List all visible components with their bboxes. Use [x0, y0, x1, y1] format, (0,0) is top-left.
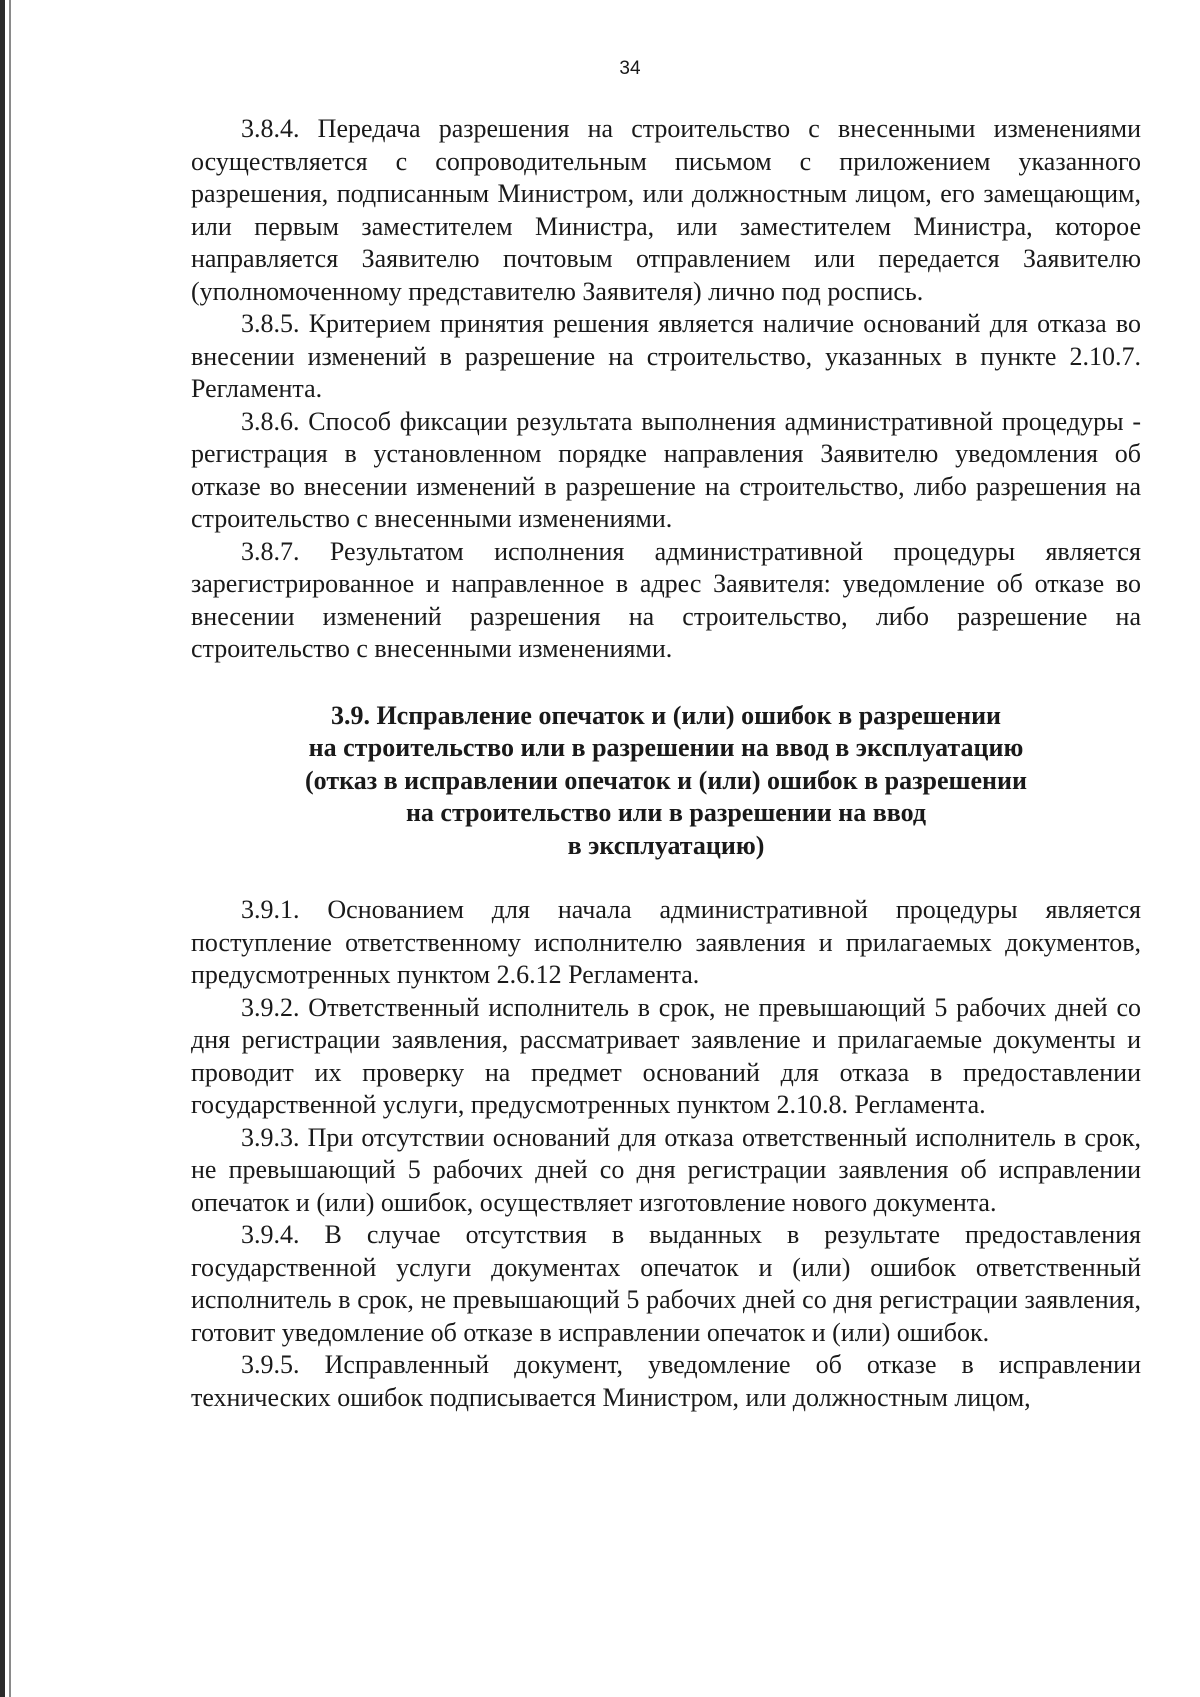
heading-line: на строительство или в разрешении на ввод в эксплуатацию: [308, 733, 1024, 762]
section-3-9-heading: [191, 700, 1141, 863]
heading-line: 3.9. Исправление опечаток и (или) ошибок в разрешении: [330, 700, 1002, 730]
paragraph-3-9-3: 3.9.3. При отсутствии оснований для отказа ответственный исполнитель в срок, не превышающий 5 рабочих дней со дня регистрации заявления об исправлении опечаток и (или) ошибок, осуществляет изготовление нового документа.: [191, 1122, 1141, 1217]
paragraph-3-8-6: 3.8.6. Способ фиксации результата выполнения административной процедуры - регистрация в установленном порядке направления Заявителю уведомления об отказе во внесении изменений в разрешение на строительство, либо разрешения на строительство с внесенными изменениями.: [191, 406, 1141, 533]
scan-left-edge: [0, 0, 5, 1697]
page-number: 34: [619, 58, 641, 79]
paragraph-3-9-1: 3.9.1. Основанием для начала административной процедуры является поступление ответственному исполнителю заявления и прилагаемых документов, предусмотренных пунктом 2.6.12 Регламента.: [191, 895, 1141, 989]
paragraph-3-8-5: 3.8.5. Критерием принятия решения является наличие оснований для отказа во внесении изменений в разрешение на строительство, указанных в пункте 2.10.7. Регламента.: [191, 309, 1141, 403]
document-body: [191, 113, 1141, 1414]
heading-line: (отказ в исправлении опечаток и (или) ошибок в разрешении: [305, 765, 1027, 795]
paragraph-3-8-7: 3.8.7. Результатом исполнения административной процедуры является зарегистрированное и направленное в адрес Заявителя: уведомление об отказе во внесении изменений разрешения на строительство, либо разрешение на строительство с внесенными изменениями.: [191, 536, 1141, 663]
scan-left-edge-line: [9, 0, 11, 1697]
paragraph-3-8-4: 3.8.4. Передача разрешения на строительство с внесенными изменениями осуществляется с сопроводительным письмом с приложением указанного разрешения, подписанным Министром, или должностным лицом, его замещающим, или первым заместителем Министра, или заместителем Министра, которое направляется Заявителю почтовым отправлением или передается Заявителю (уполномоченному представителю Заявителя) лично под роспись.: [191, 114, 1141, 306]
paragraph-3-9-2: 3.9.2. Ответственный исполнитель в срок, не превышающий 5 рабочих дней со дня регистрации заявления, рассматривает заявление и прилагаемые документы и проводит их проверку на предмет оснований для отказа в предоставлении государственной услуги, предусмотренных пунктом 2.10.8. Регламента.: [191, 992, 1141, 1119]
heading-line: в эксплуатацию): [567, 830, 765, 860]
heading-line: на строительство или в разрешении на ввод: [405, 798, 927, 827]
paragraph-3-9-4: 3.9.4. В случае отсутствия в выданных в результате предоставления государственной услуги документах опечаток и (или) ошибок ответственный исполнитель в срок, не превышающий 5 рабочих дней со дня регистрации заявления, готовит уведомление об отказе в исправлении опечаток и (или) ошибок.: [191, 1220, 1141, 1347]
paragraph-3-9-5: 3.9.5. Исправленный документ, уведомление об отказе в исправлении технических ошибок подписывается Министром, или должностным лицом,: [191, 1350, 1141, 1412]
